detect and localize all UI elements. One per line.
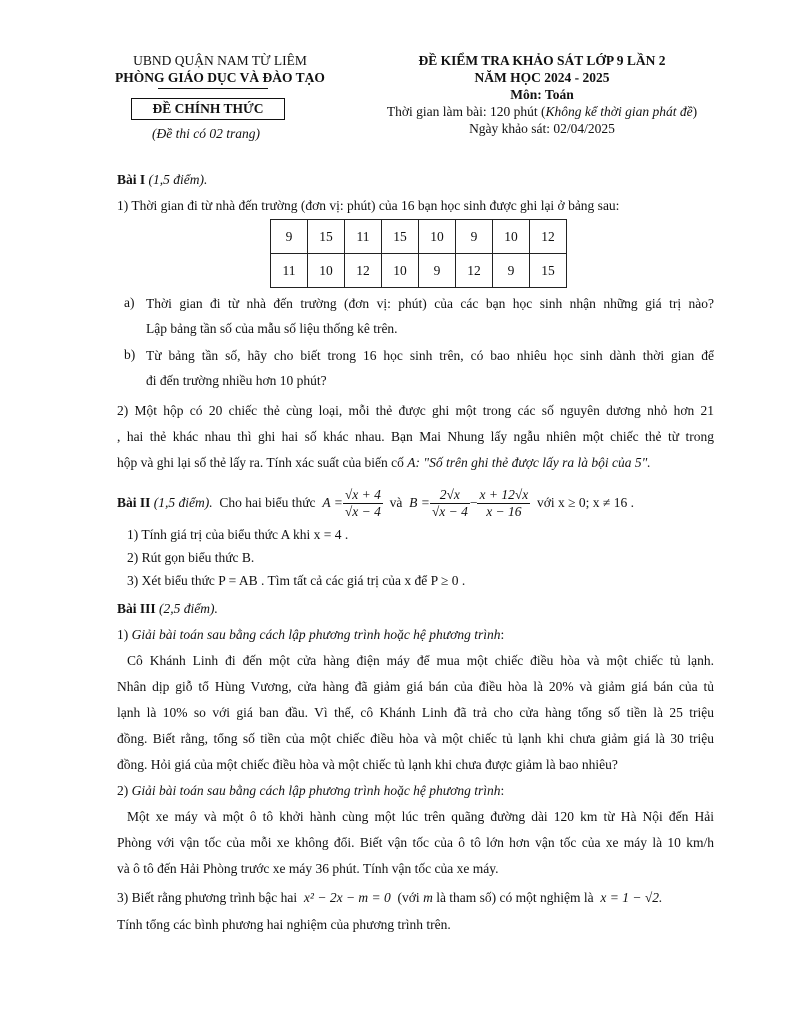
- expression-b-part1: $\frac{2√x}{√x - 4}$: [431, 486, 468, 519]
- bai3-p1-line3: lạnh là 10% so với giá ban đầu. Vì thế, cô Khánh Linh đã trả cho cửa hàng tổng số tiền là 25 triệu: [117, 705, 714, 720]
- bai2-q1: 1) Tính giá trị của biểu thức A khi x = 4 .: [127, 527, 349, 542]
- bai3-heading: Bài III (2,5 điểm).: [117, 601, 218, 616]
- bai1-q2-line1: 2) Một hộp có 20 chiếc thẻ cùng loại, mỗi thẻ được ghi một trong các số nguyên dương nhỏ hơn 21: [117, 403, 714, 418]
- bai1-b-line2: đi đến trường nhiều hơn 10 phút?: [146, 373, 327, 388]
- pages-note: (Đề thi có 02 trang): [152, 126, 260, 141]
- time-info: Thời gian làm bài: 120 phút (Không kể thời gian phát đề): [386, 104, 698, 119]
- table-cell: 12: [345, 254, 382, 288]
- bai2-q2: 2) Rút gọn biểu thức B.: [127, 550, 255, 565]
- header-underline: [158, 88, 268, 89]
- table-cell: 10: [493, 220, 530, 254]
- bai1-q1: 1) Thời gian đi từ nhà đến trường (đơn vị: phút) của 16 bạn học sinh được ghi lại ở bảng sau:: [117, 198, 620, 213]
- bai3-q3-line2: Tính tổng các bình phương hai nghiệm của phương trình trên.: [117, 917, 451, 932]
- table-cell: 10: [382, 254, 419, 288]
- expression-a: $\frac{√x + 4}{√x - 4}$: [344, 486, 381, 519]
- office-name: PHÒNG GIÁO DỤC VÀ ĐÀO TẠO: [115, 70, 325, 85]
- table-cell: 15: [308, 220, 345, 254]
- table-cell: 11: [345, 220, 382, 254]
- table-cell: 11: [271, 254, 308, 288]
- table-cell: 9: [271, 220, 308, 254]
- department-name: UBND QUẬN NAM TỪ LIÊM: [133, 53, 307, 68]
- header-left: [100, 52, 340, 86]
- bai1-b-label: b): [124, 347, 136, 362]
- bai2-q3: 3) Xét biểu thức P = AB . Tìm tất cả các giá trị của x để P ≥ 0 .: [127, 573, 466, 588]
- exam-title: ĐỀ KIỂM TRA KHẢO SÁT LỚP 9 LẦN 2: [418, 53, 666, 68]
- bai3-p1-line5: đồng. Hỏi giá của một chiếc điều hòa và một chiếc tủ lạnh khi chưa được giảm là bao nhiêu?: [117, 757, 618, 772]
- table-cell: 15: [382, 220, 419, 254]
- bai3-p2-line2: Phòng với vận tốc của mỗi xe không đổi. Biết vận tốc của ô tô lớn hơn vận tốc của xe máy là 10 km/h: [117, 835, 714, 850]
- bai3-q1-head: 1) Giải bài toán sau bằng cách lập phương trình hoặc hệ phương trình:: [117, 627, 505, 642]
- table-cell: 15: [530, 254, 567, 288]
- table-cell: 10: [308, 254, 345, 288]
- bai1-q2-line3: hộp và ghi lại số thẻ lấy ra. Tính xác suất của biến cố A: "Số trên ghi thẻ được lấy ra là bội của 5".: [117, 455, 651, 470]
- bai2-heading: Bài II (1,5 điểm). Cho hai biểu thức A = $\frac{√x + 4}{√x - 4}$ và B = $\frac{2√x}{√x - 4}$ − $\frac{x + 12√x}{x - 16}$ với x ≥ 0; x ≠ 16 .: [117, 486, 634, 519]
- bai3-p1-line4: đồng. Biết rằng, tổng số tiền của một chiếc điều hòa và một chiếc tủ lạnh khi chưa giảm giá là 30 triệu: [117, 731, 714, 746]
- sqrt-symbol: √: [344, 486, 353, 502]
- table-cell: 12: [456, 254, 493, 288]
- time-table: [270, 219, 567, 288]
- school-year: NĂM HỌC 2024 - 2025: [474, 70, 610, 85]
- bai3-p2-line3: và ô tô đến Hải Phòng trước xe máy 36 phút. Tính vận tốc của xe máy.: [117, 861, 499, 876]
- table-cell: 9: [493, 254, 530, 288]
- given-root: x = 1 − √2.: [600, 890, 663, 905]
- bai1-a-label: a): [124, 295, 135, 310]
- bai3-q2-head: 2) Giải bài toán sau bằng cách lập phương trình hoặc hệ phương trình:: [117, 783, 505, 798]
- bai1-b-line1: Từ bảng tần số, hãy cho biết trong 16 học sinh trên, có bao nhiêu học sinh dành thời gian để: [146, 348, 714, 363]
- official-box: ĐỀ CHÍNH THỨC: [131, 98, 285, 120]
- subject: Môn: Toán: [510, 87, 574, 102]
- bai3-q3-line1: 3) Biết rằng phương trình bậc hai x² − 2x − m = 0 (với m là tham số) có một nghiệm là x = 1 − √2.: [117, 890, 663, 905]
- table-cell: 10: [419, 220, 456, 254]
- bai1-q2-line2: , hai thẻ khác nhau thì ghi hai số khác nhau. Bạn Mai Nhung lấy ngẫu nhiên một chiếc thẻ từ trong: [117, 429, 714, 444]
- table-cell: 9: [419, 254, 456, 288]
- bai3-p1-line1: Cô Khánh Linh đi đến một cửa hàng điện máy để mua một chiếc điều hòa và một chiếc tủ lạnh.: [127, 653, 714, 668]
- bai1-heading: Bài I (1,5 điểm).: [117, 172, 208, 187]
- bai1-a-line1: Thời gian đi từ nhà đến trường (đơn vị: phút) của các bạn học sinh nhận những giá trị nào?: [146, 296, 714, 311]
- table-row: [271, 254, 567, 288]
- header-right: [352, 52, 732, 137]
- bai3-p2-line1: Một xe máy và một ô tô khởi hành cùng một lúc trên quãng đường dài 120 km từ Hà Nội đến Hải: [127, 809, 714, 824]
- table-cell: 12: [530, 220, 567, 254]
- bai3-p1-line2: Nhân dịp giỗ tổ Hùng Vương, cửa hàng đã giảm giá bán của điều hòa là 20% và giảm giá bán của tủ: [117, 679, 714, 694]
- table-row: [271, 220, 567, 254]
- bai1-a-line2: Lập bảng tần số của mẫu số liệu thống kê trên.: [146, 321, 398, 336]
- table-cell: 9: [456, 220, 493, 254]
- quadratic-equation: x² − 2x − m = 0: [303, 890, 391, 905]
- expression-b-part2: $\frac{x + 12√x}{x - 16}$: [479, 486, 529, 519]
- exam-date: Ngày khảo sát: 02/04/2025: [469, 121, 615, 136]
